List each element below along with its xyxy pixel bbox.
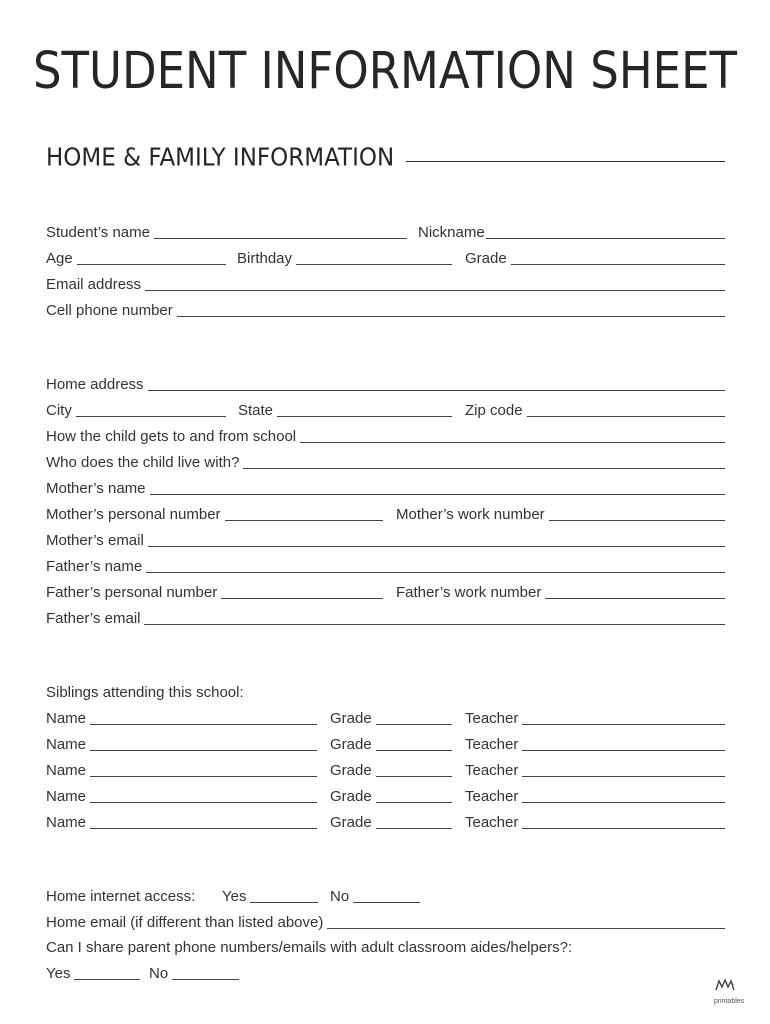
student-name-label: Student’s name [46, 224, 150, 241]
sibling-name-line[interactable] [90, 775, 317, 777]
share-no-field[interactable] [149, 961, 239, 983]
sibling-grade-line[interactable] [376, 827, 452, 829]
transport-label: How the child gets to and from school [46, 428, 297, 445]
sibling-name-field[interactable] [46, 784, 317, 806]
city-line[interactable] [76, 415, 226, 417]
sibling-row [46, 758, 725, 780]
sibling-name-field[interactable] [46, 732, 317, 754]
mother-email-line[interactable] [148, 545, 725, 547]
email-field[interactable] [46, 272, 725, 294]
sibling-grade-line[interactable] [376, 749, 452, 751]
sibling-teacher-label: Teacher [465, 814, 519, 831]
mother-personal-line[interactable] [225, 519, 383, 521]
sibling-teacher-line[interactable] [522, 723, 725, 725]
age-label: Age [46, 250, 73, 267]
sibling-name-label: Name [46, 814, 87, 831]
sibling-grade-field[interactable] [330, 732, 452, 754]
sibling-teacher-line[interactable] [522, 749, 725, 751]
siblings-heading-label: Siblings attending this school: [46, 684, 244, 701]
sibling-row [46, 732, 725, 754]
father-name-field[interactable] [46, 554, 725, 576]
grade-label: Grade [465, 250, 507, 267]
home-email-label: Home email (if different than listed above) [46, 914, 324, 931]
mother-name-label: Mother’s name [46, 480, 146, 497]
section-rule [406, 161, 725, 162]
sibling-teacher-label: Teacher [465, 710, 519, 727]
mother-name-field[interactable] [46, 476, 725, 498]
cell-field[interactable] [46, 298, 725, 320]
internet-row [46, 884, 725, 906]
sibling-name-field[interactable] [46, 758, 317, 780]
sibling-grade-field[interactable] [330, 758, 452, 780]
sibling-row [46, 810, 725, 832]
home-email-field[interactable] [46, 910, 725, 932]
birthday-field[interactable] [237, 246, 452, 268]
sibling-name-field[interactable] [46, 810, 317, 832]
home-address-line[interactable] [148, 389, 725, 391]
home-email-line[interactable] [327, 927, 725, 929]
student-name-field[interactable] [46, 220, 407, 242]
city-field[interactable] [46, 398, 226, 420]
lives-with-field[interactable] [46, 450, 725, 472]
sibling-name-label: Name [46, 710, 87, 727]
mother-numbers-row [46, 502, 725, 524]
home-email-row [46, 910, 725, 932]
mother-email-field[interactable] [46, 528, 725, 550]
sibling-name-line[interactable] [90, 723, 317, 725]
mother-personal-field[interactable] [46, 502, 383, 524]
grade-line[interactable] [511, 263, 725, 265]
sibling-name-line[interactable] [90, 749, 317, 751]
share-question [46, 935, 725, 957]
father-work-field[interactable] [396, 580, 725, 602]
sibling-grade-label: Grade [330, 814, 372, 831]
section-header [46, 143, 725, 173]
mother-email-label: Mother’s email [46, 532, 144, 549]
sibling-grade-label: Grade [330, 736, 372, 753]
internet-label-wrap [46, 884, 216, 906]
email-label: Email address [46, 276, 142, 293]
internet-no-field[interactable] [330, 884, 420, 906]
city-label: City [46, 402, 72, 419]
sibling-teacher-field[interactable] [465, 706, 725, 728]
father-name-label: Father’s name [46, 558, 143, 575]
mother-work-label: Mother’s work number [396, 506, 545, 523]
sibling-teacher-field[interactable] [465, 810, 725, 832]
sibling-name-line[interactable] [90, 827, 317, 829]
section-title: HOME & FAMILY INFORMATION [46, 143, 395, 173]
sibling-row [46, 784, 725, 806]
mother-name-row [46, 476, 725, 498]
zip-field[interactable] [465, 398, 725, 420]
share-label: Can I share parent phone numbers/emails with adult classroom aides/helpers?: [46, 939, 573, 956]
zip-line[interactable] [527, 415, 725, 417]
sibling-name-field[interactable] [46, 706, 317, 728]
transport-field[interactable] [46, 424, 725, 446]
share-yes-field[interactable] [46, 961, 140, 983]
sibling-teacher-field[interactable] [465, 732, 725, 754]
sibling-teacher-label: Teacher [465, 762, 519, 779]
father-personal-field[interactable] [46, 580, 383, 602]
printables-logo-text: printables [713, 998, 745, 1005]
age-line[interactable] [77, 263, 226, 265]
city-row [46, 398, 725, 420]
father-email-row [46, 606, 725, 628]
birthday-line[interactable] [296, 263, 452, 265]
printables-logo [706, 977, 752, 1003]
birthday-label: Birthday [237, 250, 293, 267]
sibling-grade-label: Grade [330, 762, 372, 779]
cell-row [46, 298, 725, 320]
mother-work-field[interactable] [396, 502, 725, 524]
age-row [46, 246, 725, 268]
father-email-field[interactable] [46, 606, 725, 628]
father-name-row [46, 554, 725, 576]
internet-no-label: No [330, 888, 350, 905]
state-line[interactable] [277, 415, 452, 417]
share-answer-row [46, 961, 725, 983]
sibling-teacher-field[interactable] [465, 784, 725, 806]
share-no-line[interactable] [172, 978, 239, 980]
father-email-line[interactable] [144, 623, 725, 625]
sibling-grade-line[interactable] [376, 723, 452, 725]
page-title: STUDENT INFORMATION SHEET [32, 40, 738, 101]
sibling-grade-label: Grade [330, 710, 372, 727]
state-field[interactable] [238, 398, 452, 420]
home-address-row [46, 372, 725, 394]
printables-logo-icon [706, 977, 752, 992]
mother-name-line[interactable] [150, 493, 726, 495]
home-address-label: Home address [46, 376, 144, 393]
father-email-label: Father’s email [46, 610, 141, 627]
lives-with-row [46, 450, 725, 472]
sibling-teacher-field[interactable] [465, 758, 725, 780]
sibling-name-label: Name [46, 736, 87, 753]
lives-with-label: Who does the child live with? [46, 454, 240, 471]
student-name-line[interactable] [154, 237, 407, 239]
father-numbers-row [46, 580, 725, 602]
nickname-field[interactable] [418, 220, 725, 242]
age-field[interactable] [46, 246, 226, 268]
cell-line[interactable] [177, 315, 725, 317]
sibling-name-label: Name [46, 762, 87, 779]
sibling-grade-label: Grade [330, 788, 372, 805]
lives-with-line[interactable] [243, 467, 725, 469]
sibling-teacher-label: Teacher [465, 736, 519, 753]
transport-row [46, 424, 725, 446]
sibling-teacher-line[interactable] [522, 775, 725, 777]
siblings-heading [46, 680, 725, 702]
internet-yes-label: Yes [222, 888, 247, 905]
sibling-grade-field[interactable] [330, 810, 452, 832]
sibling-name-label: Name [46, 788, 87, 805]
share-row [46, 935, 725, 957]
internet-yes-field[interactable] [222, 884, 318, 906]
mother-work-line[interactable] [549, 519, 725, 521]
sibling-teacher-line[interactable] [522, 801, 725, 803]
sibling-teacher-line[interactable] [522, 827, 725, 829]
zip-label: Zip code [465, 402, 523, 419]
cell-label: Cell phone number [46, 302, 173, 319]
father-personal-line[interactable] [221, 597, 383, 599]
student-name-row [46, 220, 725, 242]
grade-field[interactable] [465, 246, 725, 268]
father-personal-label: Father’s personal number [46, 584, 218, 601]
email-line[interactable] [145, 289, 725, 291]
sibling-row [46, 706, 725, 728]
sibling-grade-field[interactable] [330, 706, 452, 728]
share-yes-label: Yes [46, 965, 71, 982]
nickname-line[interactable] [486, 237, 725, 239]
mother-personal-label: Mother’s personal number [46, 506, 221, 523]
sibling-grade-field[interactable] [330, 784, 452, 806]
internet-yes-line[interactable] [250, 901, 318, 903]
internet-label: Home internet access: [46, 888, 196, 905]
sibling-grade-line[interactable] [376, 775, 452, 777]
email-row [46, 272, 725, 294]
siblings-heading-row [46, 680, 725, 702]
sibling-grade-line[interactable] [376, 801, 452, 803]
father-name-line[interactable] [146, 571, 725, 573]
state-label: State [238, 402, 274, 419]
home-address-field[interactable] [46, 372, 725, 394]
share-yes-line[interactable] [74, 978, 140, 980]
mother-email-row [46, 528, 725, 550]
internet-no-line[interactable] [353, 901, 420, 903]
share-no-label: No [149, 965, 169, 982]
father-work-line[interactable] [545, 597, 725, 599]
sibling-teacher-label: Teacher [465, 788, 519, 805]
sibling-name-line[interactable] [90, 801, 317, 803]
father-work-label: Father’s work number [396, 584, 542, 601]
transport-line[interactable] [300, 441, 725, 443]
nickname-label: Nickname [418, 224, 485, 241]
